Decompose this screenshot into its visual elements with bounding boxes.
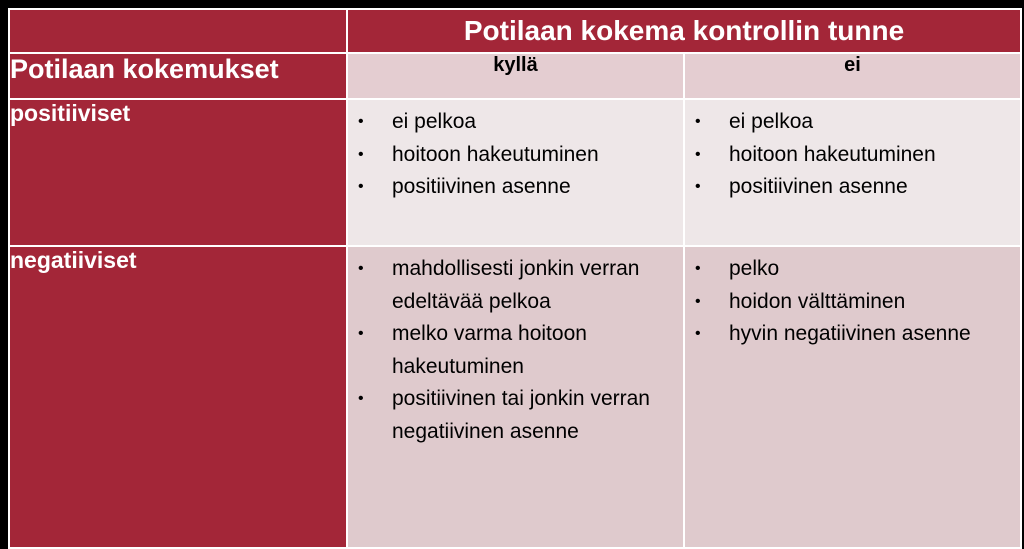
bullet-icon: • [695,260,701,277]
list-item: • hoitoon hakeutuminen [685,139,1012,172]
bullet-icon: • [358,325,364,342]
row-label-positiiviset: positiiviset [9,99,347,246]
list-item: • ei pelkoa [685,106,1012,139]
list-item: • positiivinen tai jonkin verran negatiivinen asenne [348,383,675,448]
list-item: • positiivinen asenne [348,171,675,204]
bullet-icon: • [358,260,364,277]
bullet-icon: • [358,145,364,163]
list-item: • positiivinen asenne [685,171,1012,204]
cell-positiiviset-kylla [347,99,684,246]
experience-control-matrix [8,8,1022,549]
list-item: • mahdollisesti jonkin verran edeltävää pelkoa [348,253,675,318]
list-item: • pelko [685,253,1012,286]
bullet-icon: • [358,390,364,407]
bullet-icon: • [695,292,701,310]
column-header-ei: ei [684,53,1021,99]
bullet-list [348,100,683,204]
list-item: • hyvin negatiivinen asenne [685,318,1012,351]
bullet-icon: • [695,113,701,130]
bullet-icon: • [358,113,364,130]
row-label-negatiiviset: negatiiviset [9,246,347,548]
list-item: • hoidon välttäminen [685,286,1012,319]
main-column-header: Potilaan kokema kontrollin tunne [347,9,1021,53]
corner-cell [9,9,347,53]
list-item: • melko varma hoitoon hakeutuminen [348,318,675,383]
bullet-icon: • [358,178,364,195]
cell-negatiiviset-kylla [347,246,684,548]
bullet-list [348,247,683,448]
column-header-kylla: kyllä [347,53,684,99]
bullet-icon: • [695,145,701,163]
bullet-icon: • [695,325,701,342]
cell-negatiiviset-ei [684,246,1021,548]
list-item: • ei pelkoa [348,106,675,139]
row-header-title: Potilaan kokemukset [9,53,347,99]
cell-positiiviset-ei [684,99,1021,246]
bullet-list [685,100,1020,204]
bullet-icon: • [695,178,701,195]
list-item: • hoitoon hakeutuminen [348,139,675,172]
bullet-list [685,247,1020,351]
